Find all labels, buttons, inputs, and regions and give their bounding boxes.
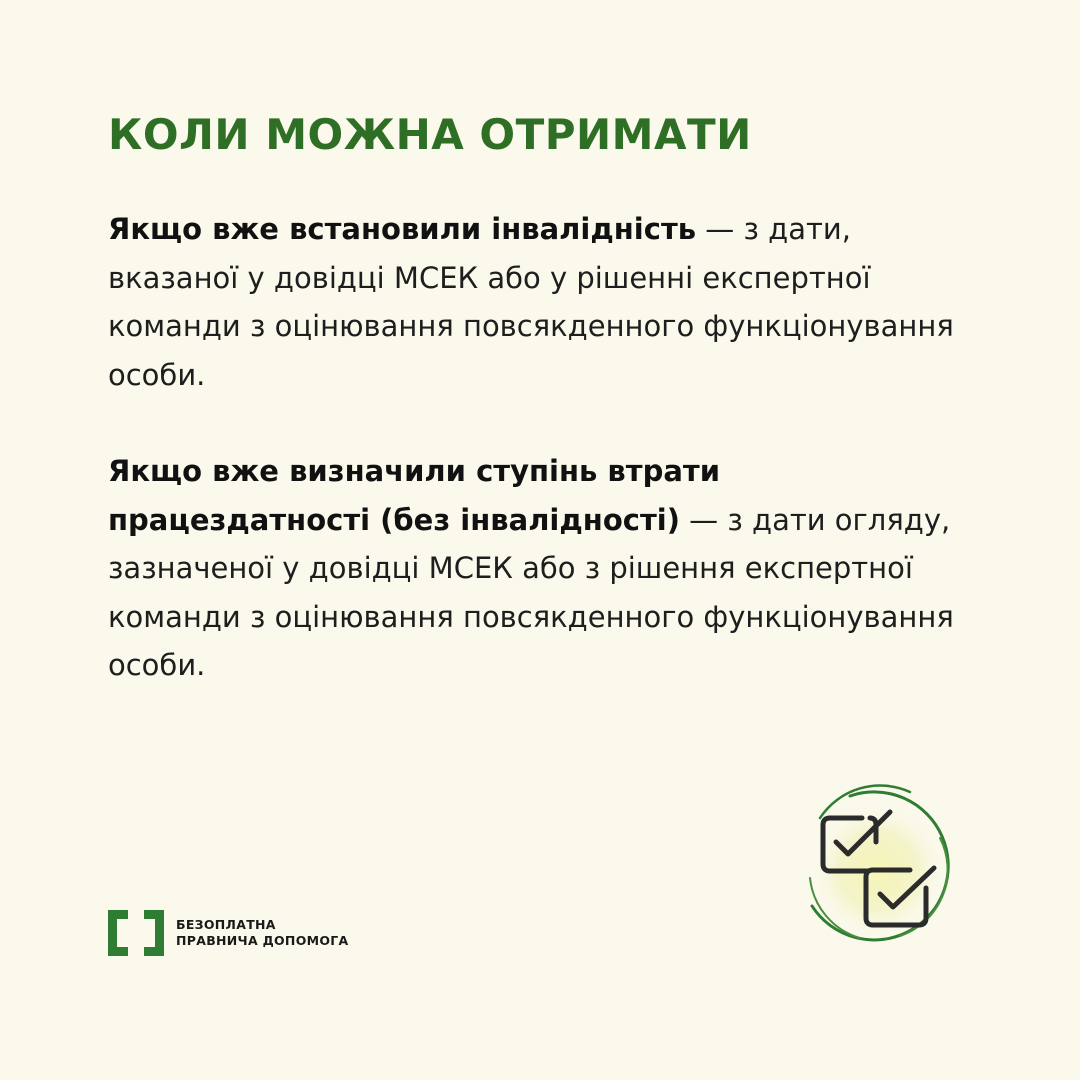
paragraph-text: — з дати, вказаної у довідці МСЕК або у рішенні експертної команди з оцінювання повсякденного функціонування особи. [108, 212, 954, 392]
paragraph-work-capacity-loss [108, 447, 988, 690]
logo-line-2: ПРАВНИЧА ДОПОМОГА [176, 933, 349, 948]
paragraph-text: — з дати огляду, зазначеної у довідці МСЕК або з рішення експертної команди з оцінювання повсякденного функціонування особи. [108, 502, 954, 682]
paragraph-bold-lead: Якщо вже встановили інвалідність [108, 212, 697, 246]
logo-line-1: БЕЗОПЛАТНА [176, 917, 276, 932]
paragraph-bold-lead: Якщо вже визначили ступінь втрати працездатності (без інвалідності) [108, 454, 721, 537]
logo-right-bracket-icon [144, 910, 164, 956]
page-title: КОЛИ МОЖНА ОТРИМАТИ [108, 110, 752, 159]
logo-text [176, 917, 349, 949]
double-checkbox-icon [790, 778, 970, 958]
paragraph-disability-established [108, 205, 988, 399]
logo-left-bracket-icon [108, 910, 128, 956]
free-legal-aid-logo [108, 910, 388, 960]
checkbox-badge-graphic [790, 778, 970, 958]
